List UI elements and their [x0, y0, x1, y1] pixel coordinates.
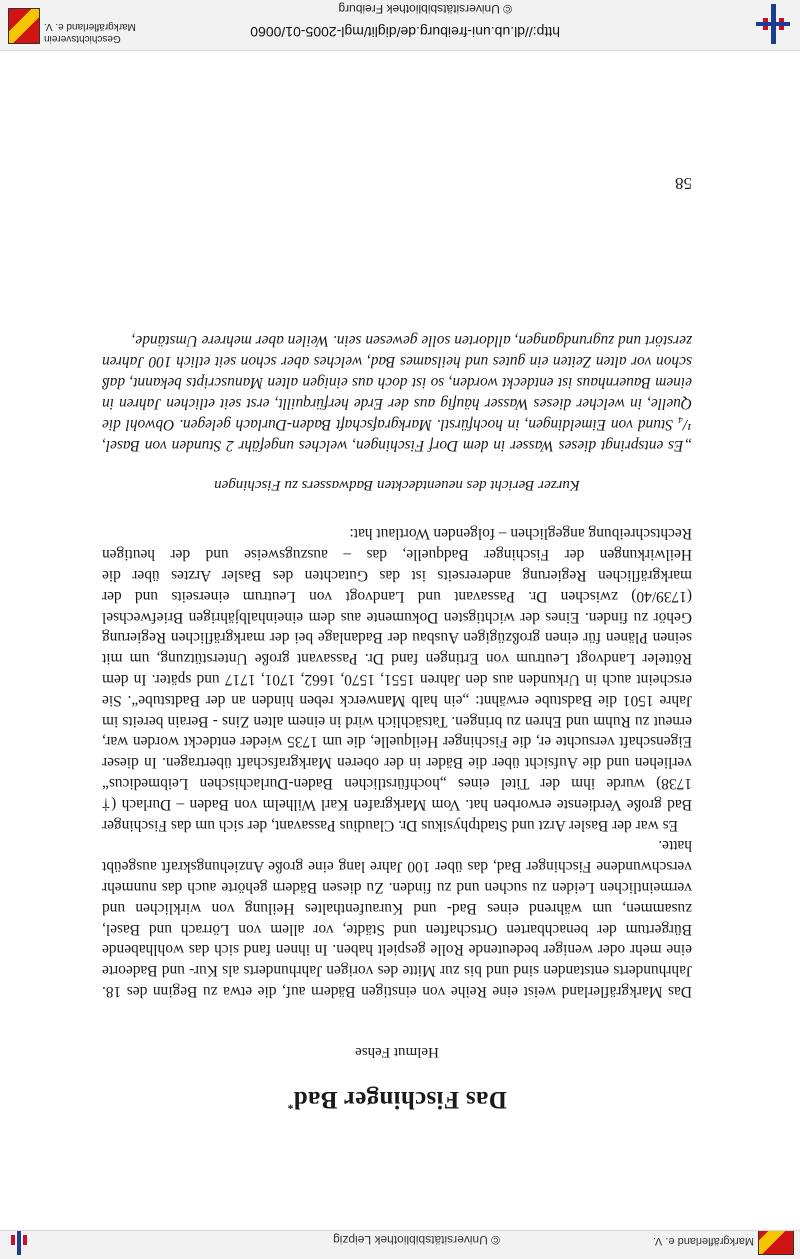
- society-name-line-2: Markgräflerland e. V.: [44, 21, 136, 32]
- author-name: Helmut Fehse: [355, 1044, 439, 1060]
- quoted-report: „Es entspringt dieses Wasser in dem Dorf Fischingen, welches ungefähr 2 Stunden von Basel, ¹/₄ Stund von Eimeldingen, in hochfürstl. Markgrafschaft Baden-Durlach gelegen. Obwohl die Quelle, in welcher dieses Wasser häufig aus der Erde herfürquillt, erst seit etlichen Jahren in einem Bauernhaus ist entdeckt worden, so ist doch aus einigen alten Manuscripts bekannt, daß schon vor alten Zeiten ein gutes und heilsames Bad, welches aber schon seit etlich 100 Jahren zerstört und zugrundgangen, alldorten solle gewesen sein. Weilen aber mehrere Umstände,: [102, 331, 692, 454]
- article-title: [102, 1085, 692, 1113]
- source-url-link[interactable]: http://dl.ub.uni-freiburg.de/diglit/mgl-2005-01/0060: [250, 24, 560, 40]
- copyright-notice: © Universitätsbibliothek Leipzig: [333, 1233, 500, 1247]
- society-crest-icon: [8, 8, 40, 44]
- previous-page-footer-strip: [0, 1230, 800, 1259]
- article: [102, 330, 692, 1113]
- society-name-line-1: Geschichtsverein: [44, 33, 121, 44]
- digitization-footer-strip: [0, 0, 800, 51]
- page-number: 58: [675, 174, 692, 193]
- copyright-notice: © Universitätsbibliothek Freiburg: [338, 2, 512, 16]
- society-crest-icon: [758, 1230, 794, 1255]
- library-logo-icon: [8, 1230, 30, 1255]
- society-name: [44, 20, 140, 44]
- article-body: [102, 523, 692, 1001]
- library-logo-icon: [756, 4, 790, 44]
- paragraph-1: Das Markgräflerland weist eine Reihe von einstigen Bädern auf, die etwa zu Beginn des 18. Jahrhunderts entstanden sind und bis zur Mitte des vorigen Jahrhunderts als Kur- und Badeorte eine mehr oder weniger bedeutende Rolle gespielt haben. In ihnen fand sich das wohlhabende Bürgertum der benachbarten Ortschaften und Städte, vor allem von Lörrach und Basel, zusammen, um während eines Bad- und Kuraufenthaltes Heilung von wirklichen und vermeintlichen Leiden zu suchen und zu finden. Zu diesen Bädern gehörte auch das nunmehr verschwundene Fischinger Bad, das über 100 Jahre lang eine große Anziehungskraft ausgeübt hatte.: [102, 837, 692, 1000]
- title-text: Das Fischinger Bad: [293, 1086, 507, 1113]
- paragraph-2: Es war der Basler Arzt und Stadtphysikus Dr. Claudius Passavant, der sich um das Fischinger Bad große Verdienste erworben hat. Vom Markgrafen Karl Wilhelm von Baden – Durlach († 1738) wurde ihm der Titel eines „hochfürstlichen Baden-Durlachischen Leibmedicus“ verliehen und die Aufsicht über die Bäder in der oberen Markgrafschaft übertragen. In dieser Eigenschaft versuchte er, die Fischinger Heilquelle, die um 1735 wieder entdeckt worden war, erneut zu Ruhm und Ehren zu bringen. Tatsächlich wird in einem alten Zins - Berain bereits im Jahre 1501 die Badstube erwähnt: „ein halb Manwerck reben hinden an der Badtstube“. Sie erscheint auch in Urkunden aus den Jahren 1551, 1570, 1662, 1701, 1717 und später. In dem Rötteler Landvogt Leutrum von Ertingen fand Dr. Passavant große Unterstützung, um mit seinen Plänen für einen großzügigen Ausbau der Badanlage bei der markgräflichen Regierung Gehör zu finden. Eines der wichtigsten Dokumente aus dem eineinhalbjährigen Briefwechsel (1739/40) zwischen Dr. Passavant und Landvogt von Leutrum einerseits und der markgräflichen Regierung andererseits ist das Gutachten des Basler Arztes über die Heilwirkungen der Fischinger Badquelle, das – auszugsweise und der heutigen Rechtschreibung angeglichen – folgenden Wortlaut hat:: [102, 525, 692, 834]
- section-subheading: Kurzer Bericht des neuentdeckten Badwassers zu Fischingen: [214, 476, 580, 493]
- title-footnote-mark: *: [287, 1098, 294, 1113]
- society-name: Markgräflerland e. V.: [652, 1235, 754, 1247]
